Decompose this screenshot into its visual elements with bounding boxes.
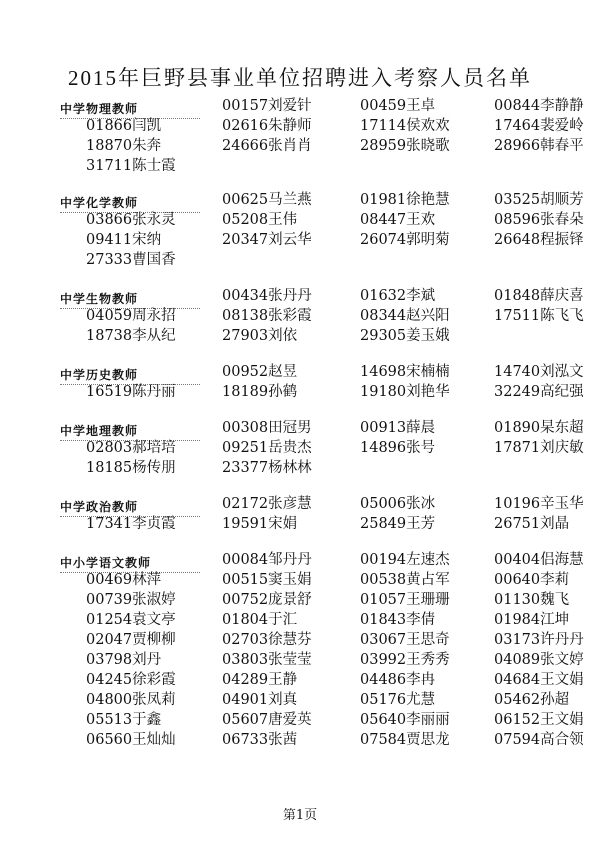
candidate-entry: 03798刘丹 [86, 652, 162, 668]
candidate-entry: 03067王思奇 [360, 632, 450, 648]
candidate-entry: 00459王卓 [360, 98, 436, 114]
candidate-entry: 10196辛玉华 [494, 496, 584, 512]
candidate-entry: 04684王文娟 [494, 672, 584, 688]
candidate-entry: 16519陈丹丽 [86, 384, 176, 400]
candidate-entry: 02172张彦慧 [222, 496, 312, 512]
section [0, 418, 600, 478]
category-heading: 中学历史教师 [60, 366, 200, 385]
candidate-entry: 00469林萍 [86, 572, 162, 588]
candidate-entry: 06152王文娟 [494, 712, 584, 728]
candidate-entry: 05176尤慧 [360, 692, 436, 708]
candidate-entry: 00739张淑婷 [86, 592, 176, 608]
name-row [0, 116, 600, 136]
section [0, 96, 600, 176]
candidate-entry: 00308田冠男 [222, 420, 312, 436]
candidate-entry: 27333曹国香 [86, 252, 176, 268]
candidate-entry: 01843李倩 [360, 612, 436, 628]
candidate-entry: 17871刘庆敏 [494, 440, 584, 456]
candidate-entry: 14698宋楠楠 [360, 364, 450, 380]
candidate-entry: 14740刘泓文 [494, 364, 584, 380]
page-number: 第1页 [282, 808, 318, 823]
candidate-entry: 06560王灿灿 [86, 732, 176, 748]
name-row [0, 326, 600, 346]
category-heading: 中小学语文教师 [60, 554, 200, 573]
name-row [0, 230, 600, 250]
candidate-entry: 26751刘晶 [494, 516, 570, 532]
candidate-entry: 01804于汇 [222, 612, 298, 628]
candidate-entry: 01254袁文亭 [86, 612, 176, 628]
name-row [0, 306, 600, 326]
candidate-entry: 02616朱静师 [222, 118, 312, 134]
category-heading: 中学物理教师 [60, 100, 200, 119]
candidate-entry: 06733张茜 [222, 732, 298, 748]
candidate-entry: 00157刘爱针 [222, 98, 312, 114]
candidate-entry: 04089张文婷 [494, 652, 584, 668]
candidate-entry: 04901刘真 [222, 692, 298, 708]
candidate-entry: 03173许丹丹 [494, 632, 584, 648]
candidate-entry: 05607唐爱英 [222, 712, 312, 728]
candidate-entry: 07594高合领 [494, 732, 584, 748]
candidate-entry: 00538黄占军 [360, 572, 450, 588]
name-row [0, 570, 600, 590]
candidate-entry: 05462孙超 [494, 692, 570, 708]
candidate-entry: 28966韩春平 [494, 138, 584, 154]
candidate-entry: 18738李从纪 [86, 328, 176, 344]
candidate-entry: 04245徐彩霞 [86, 672, 176, 688]
candidate-entry: 01890杲东超 [494, 420, 584, 436]
name-row [0, 710, 600, 730]
section [0, 550, 600, 750]
candidate-entry: 18870朱奔 [86, 138, 162, 154]
candidate-entry: 14896张号 [360, 440, 436, 456]
name-row [0, 286, 600, 306]
candidate-entry: 17464裴爱岭 [494, 118, 584, 134]
candidate-entry: 00515窦玉娟 [222, 572, 312, 588]
candidate-entry: 05208王伟 [222, 212, 298, 228]
section [0, 494, 600, 534]
name-row [0, 418, 600, 438]
candidate-entry: 00625马兰燕 [222, 192, 312, 208]
candidate-entry: 26074郭明菊 [360, 232, 450, 248]
candidate-entry: 00913薛晨 [360, 420, 436, 436]
candidate-entry: 05640李丽丽 [360, 712, 450, 728]
candidate-entry: 00952赵昱 [222, 364, 298, 380]
candidate-entry: 23377杨林林 [222, 460, 312, 476]
name-row [0, 670, 600, 690]
candidate-entry: 03803张莹莹 [222, 652, 312, 668]
candidate-entry: 04289王静 [222, 672, 298, 688]
candidate-entry: 03866张永灵 [86, 212, 176, 228]
candidate-entry: 00434张丹丹 [222, 288, 312, 304]
name-list [0, 96, 600, 766]
candidate-entry: 02703徐慧芬 [222, 632, 312, 648]
name-row [0, 382, 600, 402]
category-heading: 中学地理教师 [60, 422, 200, 441]
candidate-entry: 08138张彩霞 [222, 308, 312, 324]
candidate-entry: 18185杨传朋 [86, 460, 176, 476]
section [0, 286, 600, 346]
candidate-entry: 08447王欢 [360, 212, 436, 228]
candidate-entry: 04059周永招 [86, 308, 176, 324]
candidate-entry: 00752庞景舒 [222, 592, 312, 608]
candidate-entry: 32249高纪强 [494, 384, 584, 400]
name-row [0, 650, 600, 670]
candidate-entry: 19180刘艳华 [360, 384, 450, 400]
section [0, 362, 600, 402]
candidate-entry: 02803郝培培 [86, 440, 176, 456]
candidate-entry: 17114侯欢欢 [360, 118, 450, 134]
name-row [0, 210, 600, 230]
candidate-entry: 25849王芳 [360, 516, 436, 532]
section [0, 190, 600, 270]
candidate-entry: 00194左速杰 [360, 552, 450, 568]
candidate-entry: 00084邹丹丹 [222, 552, 312, 568]
name-row [0, 610, 600, 630]
candidate-entry: 08344赵兴阳 [360, 308, 450, 324]
name-row [0, 730, 600, 750]
candidate-entry: 02047贾柳柳 [86, 632, 176, 648]
category-heading: 中学政治教师 [60, 498, 200, 517]
candidate-entry: 04486李冉 [360, 672, 436, 688]
candidate-entry: 19591宋娟 [222, 516, 298, 532]
name-row [0, 494, 600, 514]
candidate-entry: 01130魏飞 [494, 592, 570, 608]
candidate-entry: 01632李斌 [360, 288, 436, 304]
candidate-entry: 24666张肖肖 [222, 138, 312, 154]
candidate-entry: 29305姜玉娥 [360, 328, 450, 344]
name-row [0, 136, 600, 156]
candidate-entry: 01981徐艳慧 [360, 192, 450, 208]
candidate-entry: 05513于鑫 [86, 712, 162, 728]
page-title: 2015年巨野县事业单位招聘进入考察人员名单 [68, 66, 532, 90]
name-row [0, 362, 600, 382]
candidate-entry: 31711陈士霞 [86, 158, 176, 174]
name-row [0, 250, 600, 270]
candidate-entry: 09411宋纳 [86, 232, 162, 248]
name-row [0, 156, 600, 176]
candidate-entry: 01057王珊珊 [360, 592, 450, 608]
category-heading: 中学生物教师 [60, 290, 200, 309]
name-row [0, 590, 600, 610]
name-row [0, 438, 600, 458]
candidate-entry: 08596张春朵 [494, 212, 584, 228]
name-row [0, 550, 600, 570]
candidate-entry: 26648程振铎 [494, 232, 584, 248]
candidate-entry: 09251岳贵杰 [222, 440, 312, 456]
candidate-entry: 20347刘云华 [222, 232, 312, 248]
name-row [0, 630, 600, 650]
candidate-entry: 28959张晓歌 [360, 138, 450, 154]
name-row [0, 96, 600, 116]
candidate-entry: 03992王秀秀 [360, 652, 450, 668]
candidate-entry: 01848薛庆喜 [494, 288, 584, 304]
candidate-entry: 04800张凤莉 [86, 692, 176, 708]
candidate-entry: 00844李静静 [494, 98, 584, 114]
candidate-entry: 01984江坤 [494, 612, 570, 628]
name-row [0, 690, 600, 710]
candidate-entry: 05006张冰 [360, 496, 436, 512]
candidate-entry: 00404侣海慧 [494, 552, 584, 568]
candidate-entry: 27903刘依 [222, 328, 298, 344]
candidate-entry: 18189孙鹤 [222, 384, 298, 400]
category-heading: 中学化学教师 [60, 194, 200, 213]
name-row [0, 514, 600, 534]
candidate-entry: 07584贾思龙 [360, 732, 450, 748]
candidate-entry: 17511陈飞飞 [494, 308, 584, 324]
candidate-entry: 01866闫凯 [86, 118, 162, 134]
name-row [0, 190, 600, 210]
name-row [0, 458, 600, 478]
candidate-entry: 00640李莉 [494, 572, 570, 588]
candidate-entry: 17341李贞霞 [86, 516, 176, 532]
candidate-entry: 03525胡顺芳 [494, 192, 584, 208]
